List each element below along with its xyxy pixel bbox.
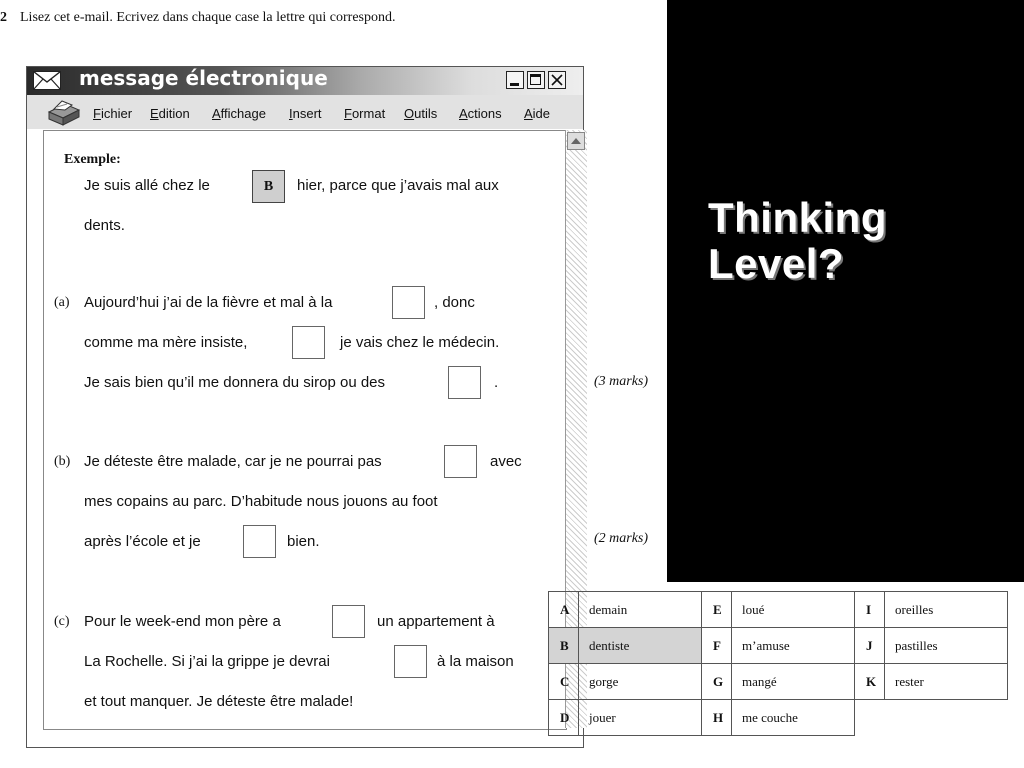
minimize-button[interactable] xyxy=(506,71,524,89)
thinking-level-heading xyxy=(708,195,887,287)
answer-box-a1[interactable] xyxy=(392,286,425,319)
item-a-text-3: comme ma mère insiste, xyxy=(84,334,248,351)
item-b-text-5: bien. xyxy=(287,533,320,550)
item-a-text-2: , donc xyxy=(434,294,475,311)
item-b-label: (b) xyxy=(54,454,71,469)
maximize-button[interactable] xyxy=(527,71,545,89)
option-word: gorge xyxy=(579,664,702,700)
item-a-text-5: Je sais bien qu’il me donnera du sirop ou des xyxy=(84,374,386,391)
item-c-text-1: Pour le week-end mon père a xyxy=(84,613,281,630)
answer-box-b1[interactable] xyxy=(444,445,477,478)
menu-outils-rest: utils xyxy=(414,106,438,121)
option-key: D xyxy=(549,700,579,736)
empty-cell xyxy=(855,700,1008,736)
item-c-text-3: La Rochelle. Si j’ai la grippe je devrai xyxy=(84,653,330,670)
menu-format[interactable] xyxy=(344,106,385,121)
menu-aide-key: A xyxy=(524,106,533,121)
item-b-text-3: mes copains au parc. D’habitude nous jouons au foot xyxy=(84,493,438,510)
menu-aide-rest: ide xyxy=(532,106,551,121)
option-word: mangé xyxy=(732,664,855,700)
table-row xyxy=(549,592,1008,628)
thinking-line-2: Level? xyxy=(708,240,845,287)
marks-a: (3 marks) xyxy=(594,374,649,389)
question-number: 2 xyxy=(0,10,7,25)
option-word: pastilles xyxy=(885,628,1008,664)
envelope-icon xyxy=(33,71,61,90)
question-instruction: Lisez cet e-mail. Ecrivez dans chaque case la lettre qui correspond. xyxy=(20,10,396,25)
menu-affichage[interactable] xyxy=(212,106,266,121)
item-a-text-1: Aujourd’hui j’ai de la fièvre et mal à la xyxy=(84,294,333,311)
menu-insert[interactable] xyxy=(289,106,322,121)
item-b-text-4: après l’école et je xyxy=(84,533,201,550)
option-key: E xyxy=(702,592,732,628)
example-text-3: dents. xyxy=(84,217,125,234)
menu-outils[interactable] xyxy=(404,106,437,121)
menu-format-rest: ormat xyxy=(351,106,386,121)
window-title: message électronique xyxy=(79,66,328,90)
menu-actions[interactable] xyxy=(459,106,502,121)
scroll-up-button[interactable] xyxy=(567,132,585,150)
answer-box-a3[interactable] xyxy=(448,366,481,399)
menu-insert-rest: nsert xyxy=(292,106,322,121)
menu-actions-key: A xyxy=(459,106,468,121)
menu-edition[interactable] xyxy=(150,106,190,121)
item-b-text-1: Je déteste être malade, car je ne pourrai pas xyxy=(84,453,382,470)
option-key: C xyxy=(549,664,579,700)
table-row xyxy=(549,700,1008,736)
item-c-text-4: à la maison xyxy=(437,653,514,670)
item-a-text-4: je vais chez le médecin. xyxy=(340,334,500,351)
option-key: H xyxy=(702,700,732,736)
table-row xyxy=(549,628,1008,664)
menu-edition-rest: dition xyxy=(158,106,190,121)
thinking-line-1: Thinking xyxy=(708,194,887,241)
thinking-panel xyxy=(667,0,1024,582)
option-key: J xyxy=(855,628,885,664)
option-key: G xyxy=(702,664,732,700)
item-a-label: (a) xyxy=(54,295,70,310)
arrow-up-icon xyxy=(568,133,584,149)
menu-fichier-key: F xyxy=(93,106,101,121)
menu-actions-rest: ctions xyxy=(467,106,502,121)
email-window xyxy=(26,66,584,748)
option-word: rester xyxy=(885,664,1008,700)
answer-box-c1[interactable] xyxy=(332,605,365,638)
answer-box-c2[interactable] xyxy=(394,645,427,678)
close-icon xyxy=(551,74,563,86)
example-text-2: hier, parce que j’avais mal aux xyxy=(297,177,499,194)
option-key: F xyxy=(702,628,732,664)
email-body[interactable] xyxy=(43,130,567,730)
item-c-text-2: un appartement à xyxy=(377,613,495,630)
menu-insert-key: I xyxy=(289,106,293,121)
menu-edition-key: E xyxy=(150,106,159,121)
item-c-text-5: et tout manquer. Je déteste être malade! xyxy=(84,693,354,710)
menu-fichier-rest: ichier xyxy=(100,106,133,121)
option-word: m’amuse xyxy=(732,628,855,664)
example-answer: B xyxy=(263,179,274,194)
menu-aide[interactable] xyxy=(524,106,550,121)
item-b-text-2: avec xyxy=(490,453,522,470)
item-c-label: (c) xyxy=(54,614,70,629)
printer-icon[interactable] xyxy=(45,98,81,128)
menu-fichier[interactable] xyxy=(93,106,132,121)
example-text-1: Je suis allé chez le xyxy=(84,177,210,194)
option-word: demain xyxy=(579,592,702,628)
option-key: A xyxy=(549,592,579,628)
option-key: I xyxy=(855,592,885,628)
option-word: dentiste xyxy=(579,628,702,664)
menu-format-key: F xyxy=(344,106,352,121)
maximize-icon xyxy=(530,74,541,85)
option-word: me couche xyxy=(732,700,855,736)
menu-affichage-rest: ffichage xyxy=(220,106,266,121)
menu-bar xyxy=(27,95,583,129)
option-word: oreilles xyxy=(885,592,1008,628)
option-key: K xyxy=(855,664,885,700)
answer-options-table xyxy=(548,591,1008,736)
option-key: B xyxy=(549,628,579,664)
answer-box-b2[interactable] xyxy=(243,525,276,558)
minimize-icon xyxy=(510,83,519,86)
option-word: loué xyxy=(732,592,855,628)
option-word: jouer xyxy=(579,700,702,736)
menu-affichage-key: A xyxy=(212,106,221,121)
example-answer-box xyxy=(252,170,285,203)
marks-b: (2 marks) xyxy=(594,531,649,546)
title-bar xyxy=(27,67,583,95)
close-button[interactable] xyxy=(548,71,566,89)
menu-outils-key: O xyxy=(404,106,415,121)
table-row xyxy=(549,664,1008,700)
item-a-text-6: . xyxy=(494,374,499,391)
example-label: Exemple: xyxy=(64,152,121,167)
answer-box-a2[interactable] xyxy=(292,326,325,359)
